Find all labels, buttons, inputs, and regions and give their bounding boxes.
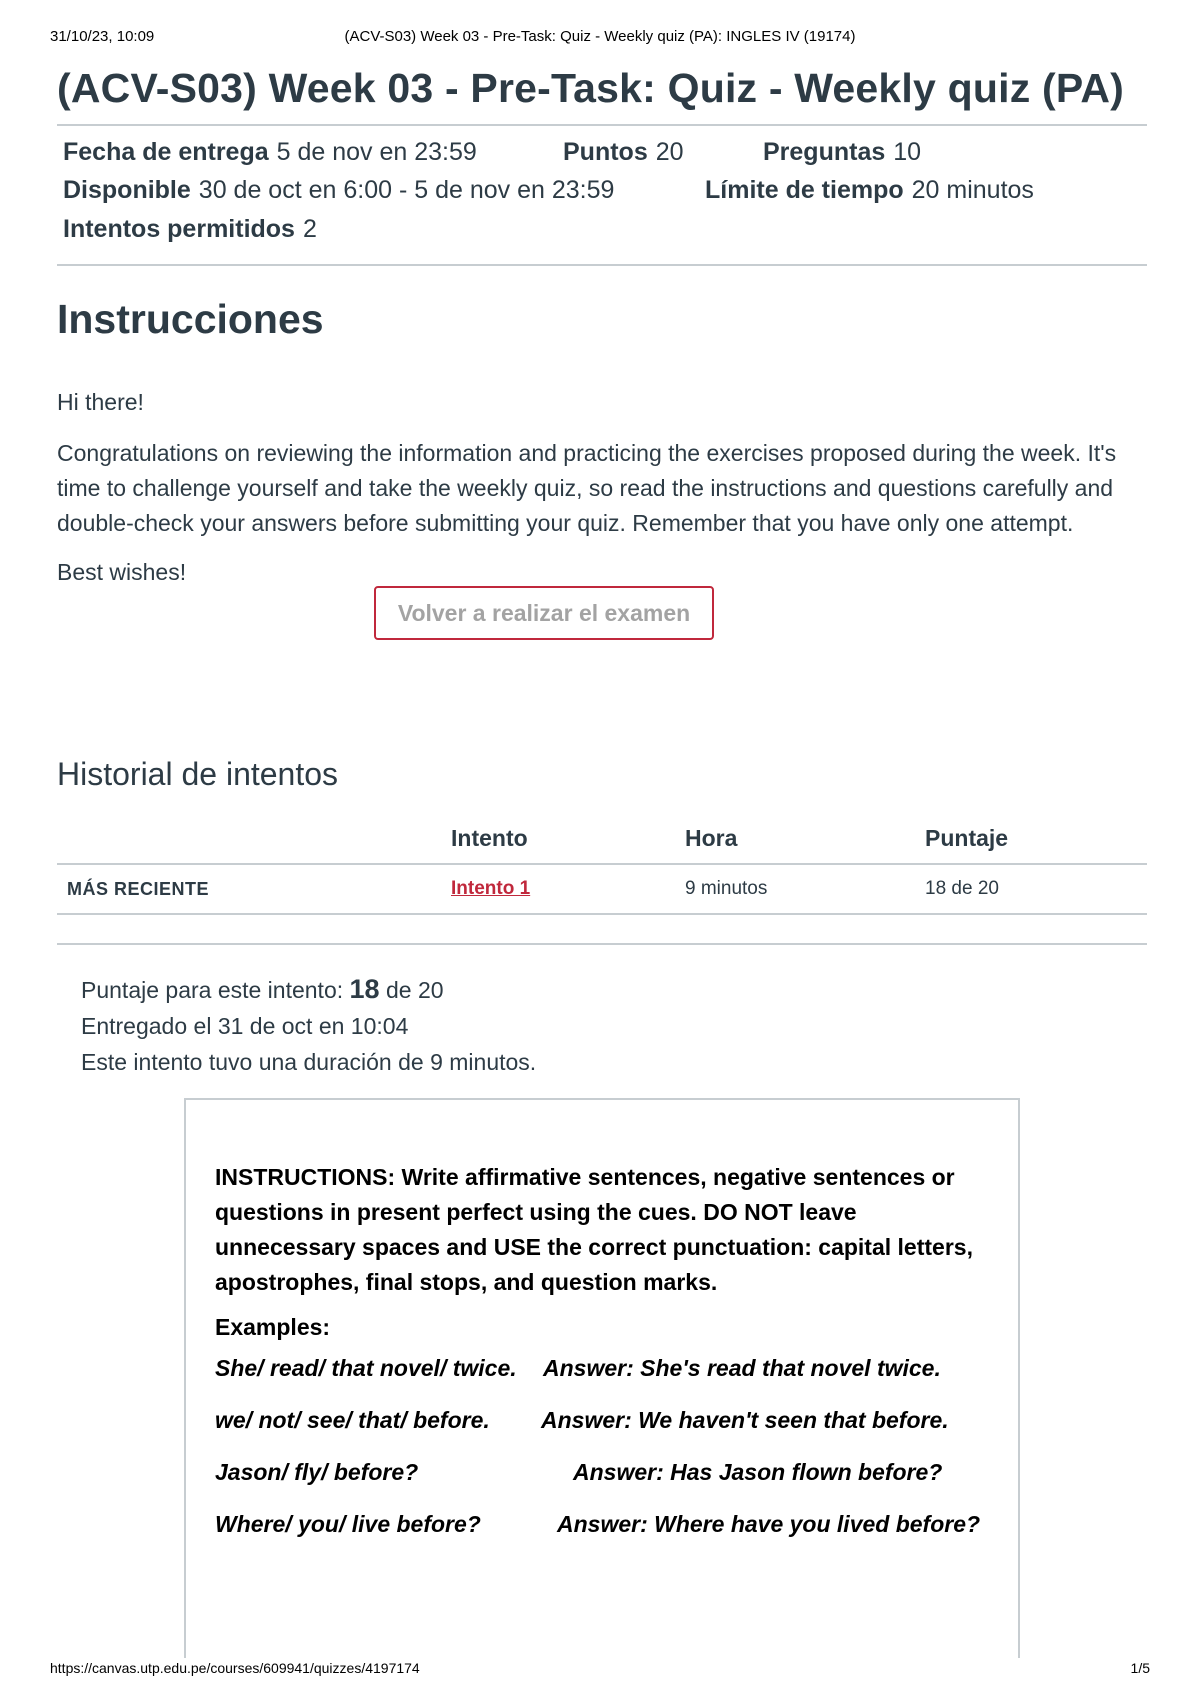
column-header: Puntaje — [925, 813, 1147, 864]
example-answer: Answer: Has Jason flown before? — [573, 1459, 943, 1485]
score-cell: 18 de 20 — [925, 864, 1147, 914]
duration-text: Este intento tuvo una duración de 9 minutos. — [81, 1049, 537, 1075]
greeting-text: Hi there! — [57, 389, 144, 415]
history-table — [57, 813, 1147, 915]
points — [563, 138, 684, 167]
column-header: Intento — [451, 813, 685, 864]
page-title: (ACV-S03) Week 03 - Pre-Task: Quiz - Weekly quiz (PA) — [57, 65, 1125, 111]
table-header-row — [57, 813, 1147, 864]
score-suffix: de 20 — [385, 977, 444, 1003]
body-text: Congratulations on reviewing the information and practicing the exercises proposed during the week. It's time to challenge yourself and take the weekly quiz, so read the instructions and questions carefully and double-check your answers before submitting your quiz. Remember that you have only one attempt. — [57, 440, 1117, 536]
instructions-heading: Instrucciones — [57, 296, 324, 342]
due-date-value: 5 de nov en 23:59 — [276, 138, 477, 166]
example-row — [215, 1445, 995, 1497]
example-row — [215, 1393, 995, 1445]
attempt-link[interactable]: Intento 1 — [451, 878, 531, 899]
attempt-summary — [81, 971, 1147, 1080]
example-answer: Answer: Where have you lived before? — [557, 1511, 981, 1537]
available-label: Disponible — [63, 176, 191, 204]
due-date — [63, 138, 477, 167]
example-cue: Jason/ fly/ before? — [215, 1459, 419, 1485]
examples-title: Examples: — [215, 1314, 331, 1340]
history-heading: Historial de intentos — [57, 756, 339, 792]
example-cue: we/ not/ see/ that/ before. — [215, 1407, 490, 1433]
print-url: https://canvas.utp.edu.pe/courses/609941/quizzes/4197174 — [50, 1660, 420, 1676]
score-value: 18 — [349, 974, 380, 1004]
time-limit — [705, 176, 1034, 205]
attempts-label: Intentos permitidos — [63, 215, 295, 243]
question-text — [215, 1160, 995, 1549]
print-footer — [50, 1660, 1150, 1680]
print-date: 31/10/23, 10:09 — [50, 28, 155, 45]
allowed-attempts — [63, 215, 317, 244]
example-cue: Where/ you/ live before? — [215, 1511, 481, 1537]
attempts-value: 2 — [302, 215, 317, 243]
print-header — [50, 28, 1150, 48]
most-recent-tag: MÁS RECIENTE — [57, 864, 451, 914]
points-value: 20 — [655, 138, 684, 166]
availability — [63, 176, 614, 205]
time-limit-value: 20 minutos — [911, 176, 1034, 204]
column-header: Hora — [685, 813, 925, 864]
example-row — [215, 1497, 995, 1549]
page-number: 1/5 — [1130, 1660, 1150, 1676]
example-cue: She/ read/ that novel/ twice. — [215, 1355, 517, 1381]
column-header — [57, 813, 451, 864]
questions-label: Preguntas — [763, 138, 886, 166]
attempt-cell — [451, 864, 685, 914]
divider — [57, 264, 1147, 266]
submitted-text: Entregado el 31 de oct en 10:04 — [81, 1013, 409, 1039]
available-value: 30 de oct en 6:00 - 5 de nov en 23:59 — [198, 176, 615, 204]
quiz-content — [57, 60, 1147, 590]
questions-value: 10 — [893, 138, 922, 166]
quiz-description — [57, 385, 1147, 590]
example-answer: Answer: She's read that novel twice. — [543, 1355, 941, 1381]
question-box — [184, 1098, 1020, 1658]
time-limit-label: Límite de tiempo — [705, 176, 904, 204]
retake-quiz-button[interactable]: Volver a realizar el examen — [374, 586, 714, 640]
closing-text: Best wishes! — [57, 559, 187, 585]
divider — [57, 943, 1147, 945]
quiz-details — [57, 126, 1147, 264]
due-date-label: Fecha de entrega — [63, 138, 269, 166]
questions-count — [763, 138, 921, 167]
question-instructions: INSTRUCTIONS: Write affirmative sentences, negative sentences or questions in present perfect using the cues. DO NOT leave unnecessary spaces and USE the correct punctuation: capital letters, apostrophes, final stops, and question marks. — [215, 1164, 973, 1295]
print-document-title: (ACV-S03) Week 03 - Pre-Task: Quiz - Weekly quiz (PA): INGLES IV (19174) — [344, 28, 856, 45]
table-row — [57, 864, 1147, 914]
time-cell: 9 minutos — [685, 864, 925, 914]
points-label: Puntos — [563, 138, 648, 166]
attempt-score — [81, 971, 1147, 1008]
example-row — [215, 1341, 995, 1393]
example-answer: Answer: We haven't seen that before. — [541, 1407, 949, 1433]
attempt-history — [57, 756, 1147, 1080]
score-prefix: Puntaje para este intento: — [81, 977, 344, 1003]
